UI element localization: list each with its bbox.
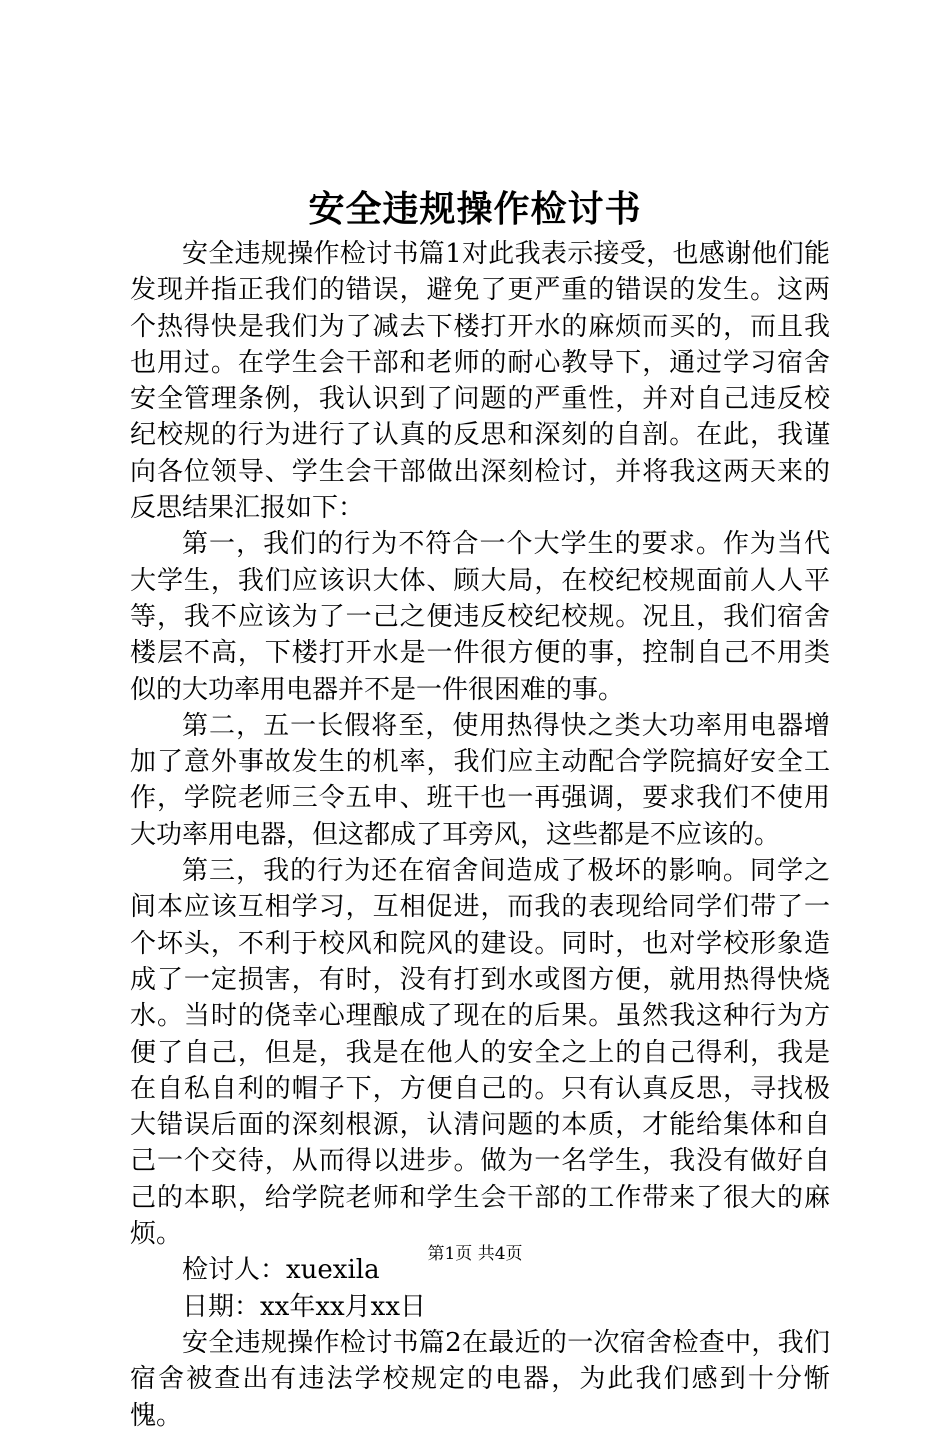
- date-line: 日期：xx年xx月xx日: [182, 1291, 426, 1322]
- paragraph-third-point: 第三，我的行为还在宿舍间造成了极坏的影响。同学之间本应该互相学习，互相促进，而我的表现给同学们带了一个坏头，不利于校风和院风的建设。同时，也对学校形象造成了一定损害，有时，没有打到水或图方便，就用热得快烧水。当时的侥幸心理酿成了现在的后果。虽然我这种行为方便了自己，但是，我是在他人的安全之上的自己得利，我是在自私自利的帽子下，方便自己的。只有认真反思，寻找极大错误后面的深刻根源，认清问题的本质，才能给集体和自己一个交待，从而得以进步。做为一名学生，我没有做好自己的本职，给学院老师和学生会干部的工作带来了很大的麻烦。: [130, 856, 830, 1250]
- paragraph-next-section: 安全违规操作检讨书篇2在最近的一次宿舍检查中，我们宿舍被查出有违法学校规定的电器，为此我们感到十分惭愧。: [130, 1327, 830, 1431]
- paragraph-first-point: 第一，我们的行为不符合一个大学生的要求。作为当代大学生，我们应该识大体、顾大局，在校纪校规面前人人平等，我不应该为了一己之便违反校纪校规。况且，我们宿舍楼层不高，下楼打开水是一件很方便的事，控制自己不用类似的大功率用电器并不是一件很困难的事。: [130, 529, 830, 705]
- signature-line: 检讨人：xuexila: [182, 1255, 380, 1286]
- paragraph-second-point: 第二，五一长假将至，使用热得快之类大功率用电器增加了意外事故发生的机率，我们应主动配合学院搞好安全工作，学院老师三令五申、班干也一再强调，要求我们不使用大功率用电器，但这都成了耳旁风，这些都是不应该的。: [130, 710, 830, 850]
- paragraph-intro: 安全违规操作检讨书篇1对此我表示接受，也感谢他们能发现并指正我们的错误，避免了更严重的错误的发生。这两个热得快是我们为了减去下楼打开水的麻烦而买的，而且我也用过。在学生会干部和老师的耐心教导下，通过学习宿舍安全管理条例，我认识到了问题的严重性，并对自己违反校纪校规的行为进行了认真的反思和深刻的自剖。在此，我谨向各位领导、学生会干部做出深刻检讨，并将我这两天来的反思结果汇报如下：: [130, 239, 830, 524]
- document-title: 安全违规操作检讨书: [308, 188, 642, 230]
- page-footer: 第1页 共4页: [427, 1244, 523, 1264]
